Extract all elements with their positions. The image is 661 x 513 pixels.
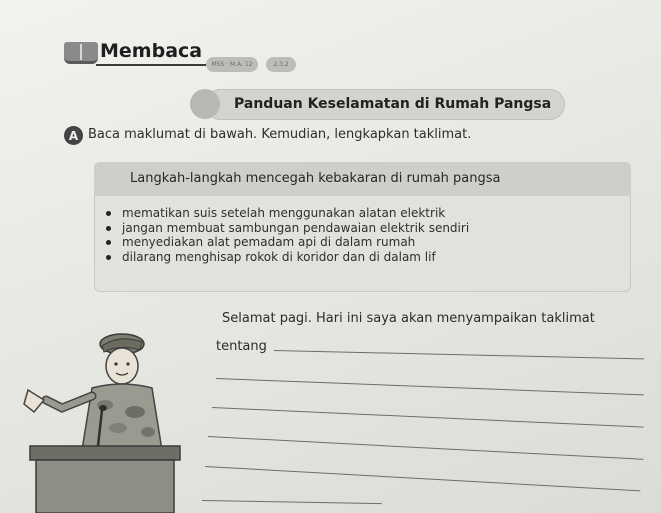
info-box-title: Langkah-langkah mencegah kebakaran di rumah pangsa bbox=[130, 171, 501, 186]
bullet-icon bbox=[106, 240, 111, 245]
list-item-text: menyediakan alat pemadam api di dalam rumah bbox=[122, 235, 416, 249]
answer-line[interactable] bbox=[212, 407, 644, 428]
banner-title: Panduan Keselamatan di Rumah Pangsa bbox=[234, 96, 552, 112]
bullet-icon bbox=[106, 255, 111, 260]
answer-line[interactable] bbox=[216, 378, 644, 395]
list-item-text: mematikan suis setelah menggunakan alatan elektrik bbox=[122, 206, 446, 220]
book-icon bbox=[64, 42, 98, 64]
list-item-text: jangan membuat sambungan pendawaian elektrik sendiri bbox=[122, 220, 470, 235]
bullet-icon bbox=[106, 211, 111, 216]
standard-chip: MSS · M.A. 12 bbox=[206, 57, 258, 72]
soldier-at-podium-icon bbox=[0, 320, 200, 513]
title-underline bbox=[96, 64, 206, 66]
list-item bbox=[102, 250, 469, 265]
bullet-icon bbox=[106, 226, 111, 231]
answer-line[interactable] bbox=[202, 500, 382, 504]
banner-circle-icon bbox=[190, 89, 220, 119]
list-item-text: dilarang menghisap rokok di koridor dan di dalam lif bbox=[122, 249, 436, 264]
instruction-text: Baca maklumat di bawah. Kemudian, lengkapkan taklimat. bbox=[88, 127, 472, 142]
section-title: Membaca bbox=[100, 40, 203, 62]
list-item bbox=[102, 235, 469, 250]
briefing-opening: Selamat pagi. Hari ini saya akan menyampaikan taklimat bbox=[222, 311, 595, 326]
code-chip: 2.3.2 bbox=[266, 57, 296, 72]
answer-line[interactable] bbox=[208, 436, 643, 460]
answer-line[interactable] bbox=[274, 350, 644, 359]
list-item bbox=[102, 206, 469, 221]
list-item bbox=[102, 221, 469, 236]
answer-line[interactable] bbox=[205, 466, 640, 491]
safety-list bbox=[102, 206, 469, 264]
briefing-tentang: tentang bbox=[216, 339, 267, 354]
section-badge: A bbox=[64, 126, 83, 145]
